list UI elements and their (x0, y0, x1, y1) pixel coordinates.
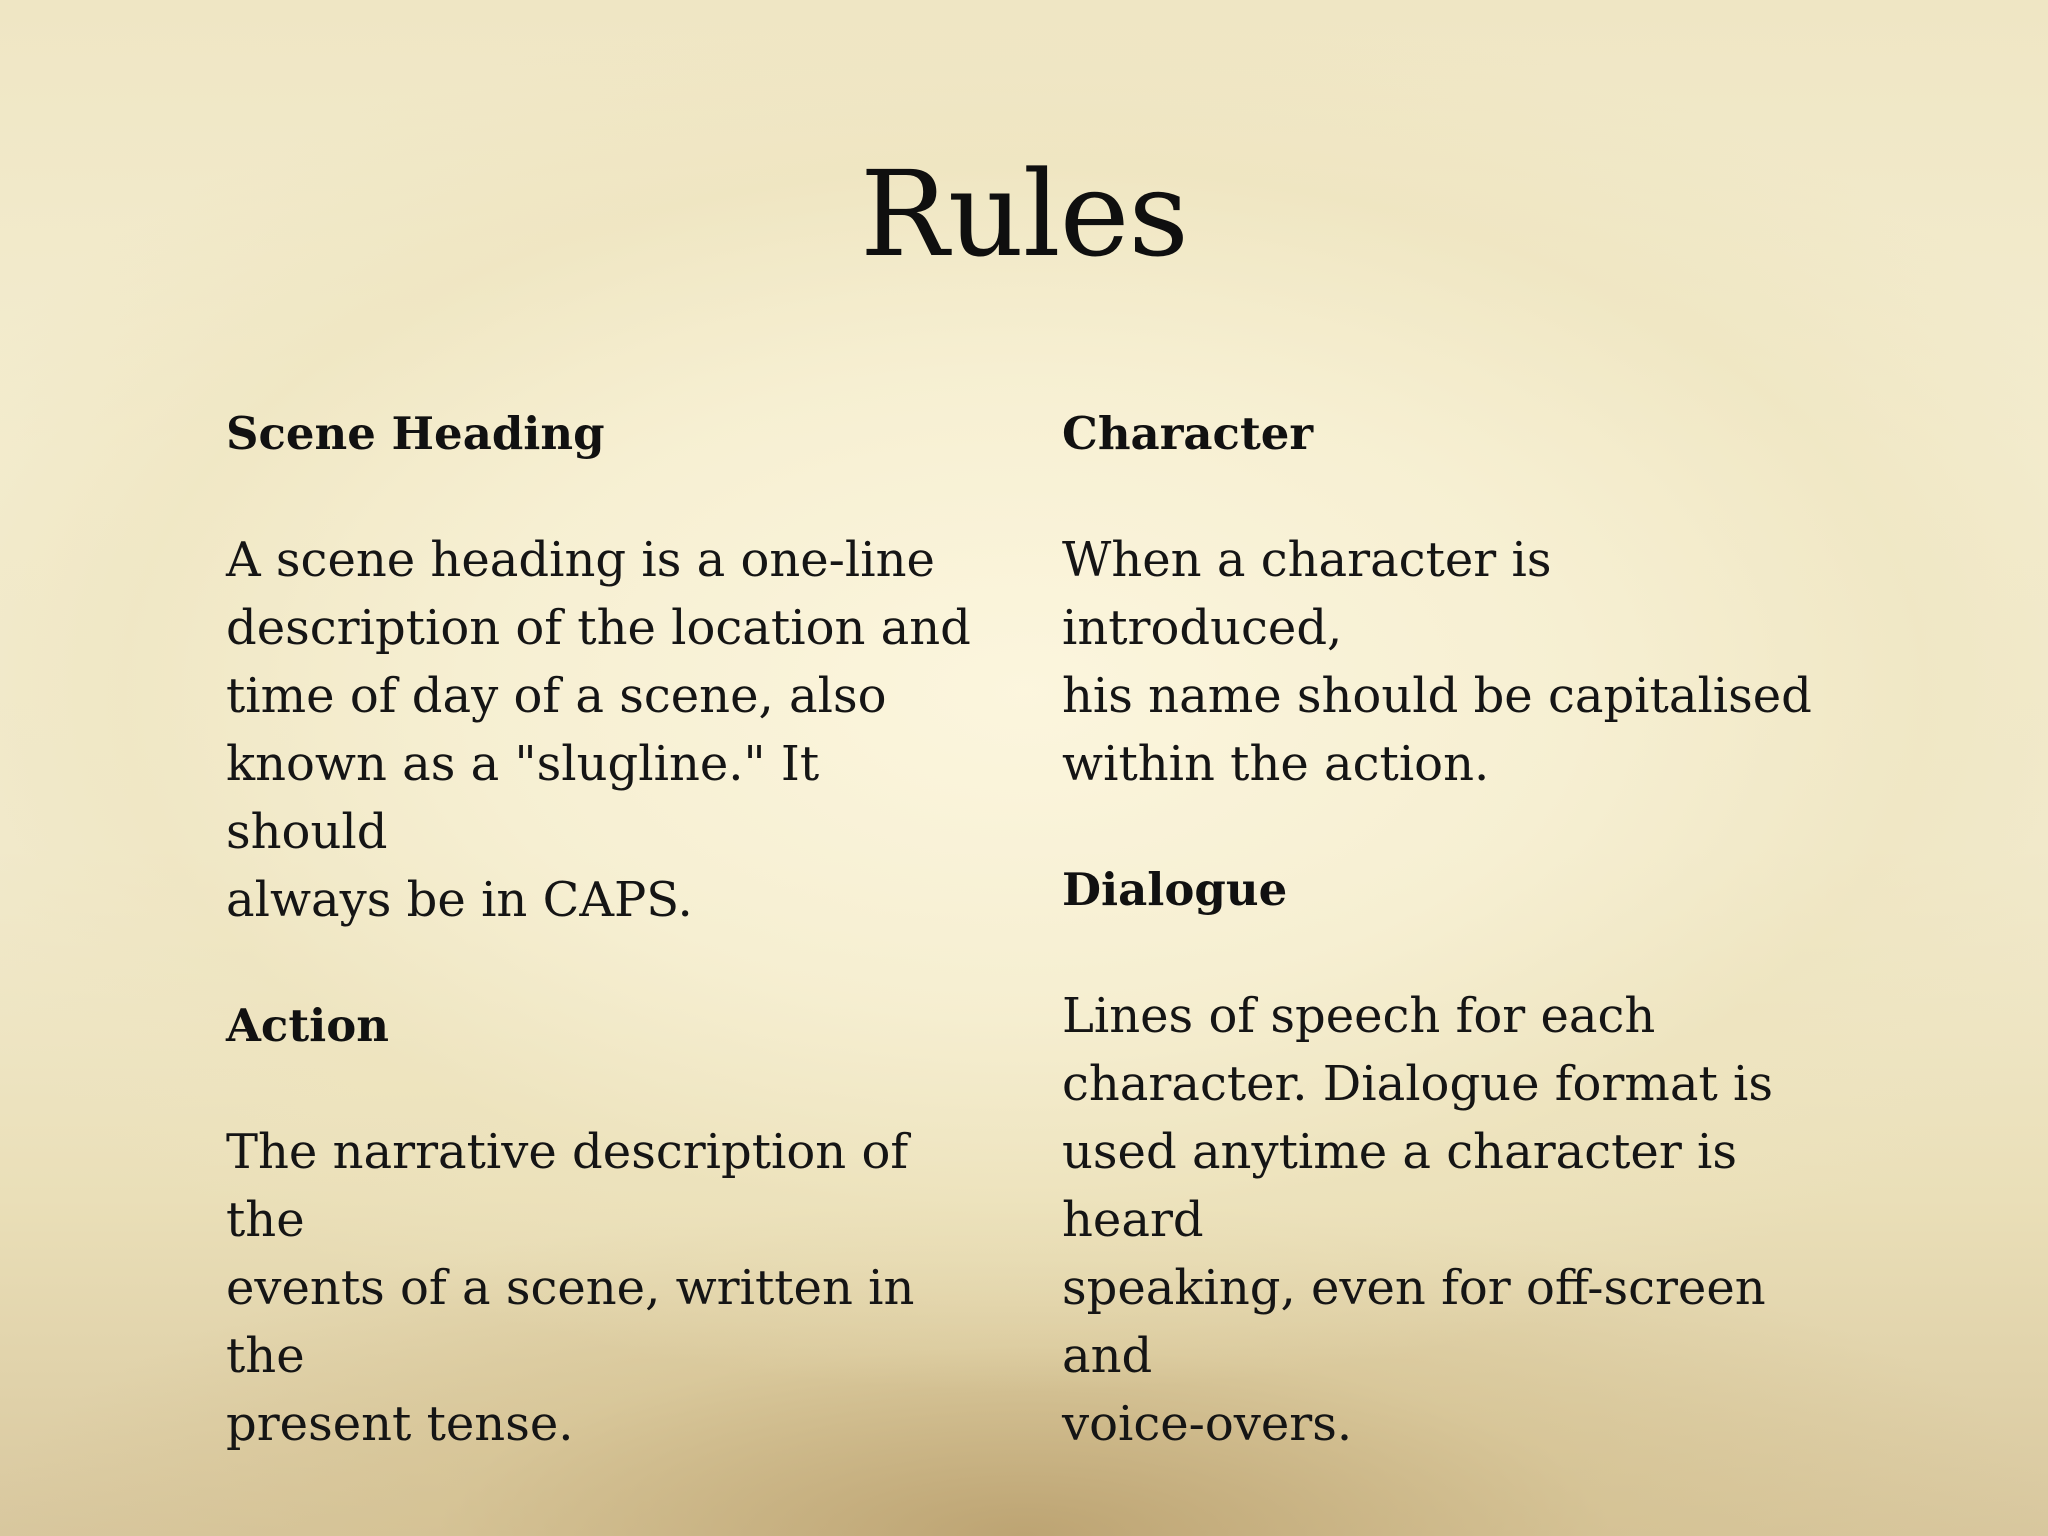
text-line: A scene heading is a one-line (226, 532, 935, 588)
text-line: within the action. (1062, 736, 1490, 792)
text-line: description of the location and (226, 600, 971, 656)
right-column (1062, 400, 1842, 1516)
text-line: When a character is introduced, (1062, 532, 1552, 656)
section-heading-action: Action (226, 999, 389, 1052)
text-line: always be in CAPS. (226, 872, 693, 928)
text-line: voice-overs. (1062, 1396, 1353, 1452)
section-body-action (226, 1118, 986, 1458)
section-body-dialogue (1062, 982, 1842, 1458)
section-heading-dialogue: Dialogue (1062, 863, 1288, 916)
text-line: events of a scene, written in the (226, 1260, 915, 1384)
text-line: his name should be capitalised (1062, 668, 1812, 724)
text-line: Lines of speech for each (1062, 988, 1656, 1044)
section-body-character (1062, 526, 1842, 798)
text-line: time of day of a scene, also (226, 668, 887, 724)
text-line: speaking, even for off-screen and (1062, 1260, 1766, 1384)
left-column (226, 400, 986, 1516)
text-line: character. Dialogue format is (1062, 1056, 1774, 1112)
slide-title: Rules (860, 145, 1188, 283)
text-line: The narrative description of the (226, 1124, 909, 1248)
section-body-scene-heading (226, 526, 986, 934)
text-line: present tense. (226, 1396, 574, 1452)
text-line: used anytime a character is heard (1062, 1124, 1738, 1248)
section-heading-scene-heading: Scene Heading (226, 407, 605, 460)
section-heading-character: Character (1062, 407, 1314, 460)
text-line: known as a "slugline." It should (226, 736, 820, 860)
